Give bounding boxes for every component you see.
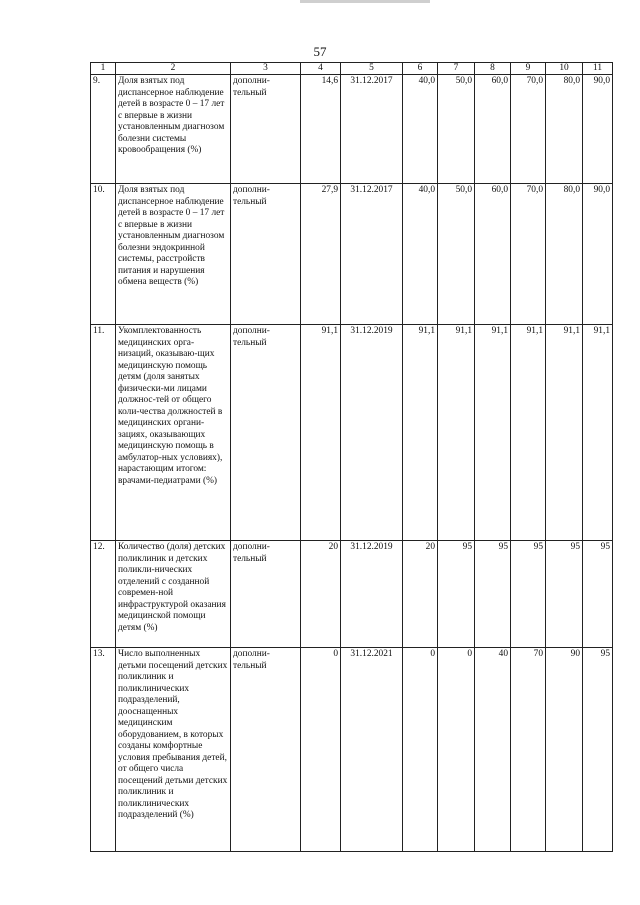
- base-date: 31.12.2019: [341, 541, 403, 648]
- base-date: 31.12.2017: [341, 184, 403, 325]
- base-value: 91,1: [301, 325, 341, 541]
- value-col-7: 91,1: [438, 325, 475, 541]
- value-col-10: 95: [546, 541, 583, 648]
- value-col-7: 50,0: [438, 75, 475, 184]
- value-col-6: 0: [403, 648, 438, 852]
- header-cell: 8: [475, 63, 511, 75]
- indicator-type: дополни-тельный: [231, 184, 301, 325]
- value-col-8: 91,1: [475, 325, 511, 541]
- base-date: 31.12.2017: [341, 75, 403, 184]
- indicator-name: Доля взятых под диспансерное наблюдение детей в возрасте 0 – 17 лет с впервые в жизни установленным диагнозом болезни системы кровообращения (%): [116, 75, 231, 184]
- value-col-6: 91,1: [403, 325, 438, 541]
- base-date: 31.12.2019: [341, 325, 403, 541]
- indicator-type: дополни-тельный: [231, 648, 301, 852]
- value-col-11: 90,0: [583, 184, 613, 325]
- table-header-row: [91, 63, 613, 75]
- value-col-10: 91,1: [546, 325, 583, 541]
- value-col-8: 60,0: [475, 184, 511, 325]
- indicator-name: Количество (доля) детских поликлиник и детских поликли-нических отделений с созданной современ-ной инфраструктурой оказания медицинской помощи детям (%): [116, 541, 231, 648]
- value-col-9: 95: [511, 541, 546, 648]
- header-cell: 2: [116, 63, 231, 75]
- row-number: 9.: [91, 75, 116, 184]
- value-col-9: 70,0: [511, 184, 546, 325]
- value-col-10: 90: [546, 648, 583, 852]
- page-number: 57: [313, 44, 327, 59]
- value-col-9: 70,0: [511, 75, 546, 184]
- value-col-7: 0: [438, 648, 475, 852]
- header-cell: 11: [583, 63, 613, 75]
- base-date: 31.12.2021: [341, 648, 403, 852]
- table-row: [91, 541, 613, 648]
- row-number: 10.: [91, 184, 116, 325]
- header-cell: 4: [301, 63, 341, 75]
- value-col-9: 70: [511, 648, 546, 852]
- base-value: 14,6: [301, 75, 341, 184]
- value-col-11: 95: [583, 541, 613, 648]
- row-number: 11.: [91, 325, 116, 541]
- value-col-11: 95: [583, 648, 613, 852]
- indicator-type: дополни-тельный: [231, 541, 301, 648]
- table-row: [91, 184, 613, 325]
- header-cell: 3: [231, 63, 301, 75]
- table-row: [91, 325, 613, 541]
- base-value: 27,9: [301, 184, 341, 325]
- table-row: [91, 75, 613, 184]
- base-value: 0: [301, 648, 341, 852]
- value-col-11: 91,1: [583, 325, 613, 541]
- base-value: 20: [301, 541, 341, 648]
- value-col-8: 60,0: [475, 75, 511, 184]
- header-cell: 6: [403, 63, 438, 75]
- value-col-6: 40,0: [403, 75, 438, 184]
- value-col-10: 80,0: [546, 184, 583, 325]
- value-col-8: 95: [475, 541, 511, 648]
- header-cell: 5: [341, 63, 403, 75]
- value-col-7: 50,0: [438, 184, 475, 325]
- header-cell: 7: [438, 63, 475, 75]
- header-cell: 10: [546, 63, 583, 75]
- value-col-7: 95: [438, 541, 475, 648]
- value-col-8: 40: [475, 648, 511, 852]
- indicator-type: дополни-тельный: [231, 325, 301, 541]
- value-col-6: 40,0: [403, 184, 438, 325]
- header-cell: 1: [91, 63, 116, 75]
- indicator-name: Число выполненных детьми посещений детских поликлиник и поликлинических подразделений, дооснащенных медицинским оборудованием, в которых созданы комфортные условия пребывания детей, от общего числа посещений детьми детских поликлиник и поликлинических подразделений (%): [116, 648, 231, 852]
- value-col-6: 20: [403, 541, 438, 648]
- value-col-10: 80,0: [546, 75, 583, 184]
- scan-edge-artifact: [300, 0, 430, 3]
- indicator-name: Доля взятых под диспансерное наблюдение детей в возрасте 0 – 17 лет с впервые в жизни установленным диагнозом болезни эндокринной системы, расстройств питания и нарушения обмена веществ (%): [116, 184, 231, 325]
- value-col-9: 91,1: [511, 325, 546, 541]
- indicators-table: [90, 62, 613, 852]
- header-cell: 9: [511, 63, 546, 75]
- table-row: [91, 648, 613, 852]
- value-col-11: 90,0: [583, 75, 613, 184]
- indicator-name: Укомплектованность медицинских орга-низаций, оказываю-щих медицинскую помощь детям (доля занятых физически-ми лицами должнос-тей от общего коли-чества должностей в медицинских органи-зациях, оказывающих медицинскую помощь в амбулатор-ных условиях), нарастающим итогом: врачами-педиатрами (%): [116, 325, 231, 541]
- indicator-type: дополни-тельный: [231, 75, 301, 184]
- row-number: 13.: [91, 648, 116, 852]
- row-number: 12.: [91, 541, 116, 648]
